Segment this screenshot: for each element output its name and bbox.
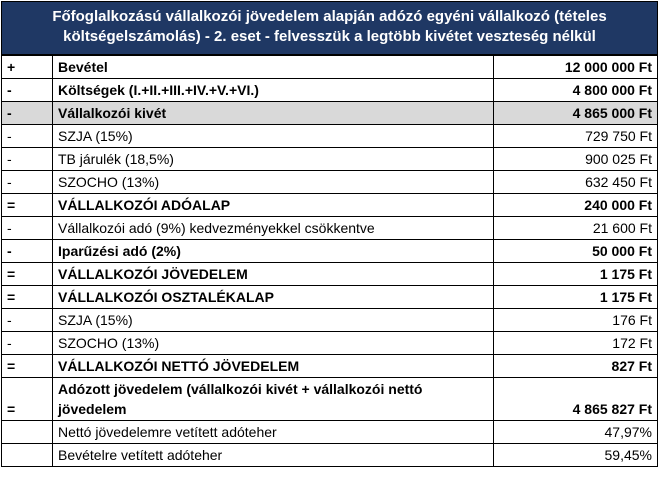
row-label: VÁLLALKOZÓI ADÓALAP	[53, 194, 494, 217]
table-row	[2, 355, 658, 378]
row-value: 176 Ft	[494, 309, 658, 332]
row-operator: =	[2, 194, 53, 217]
row-label: Vállalkozói kivét	[53, 102, 494, 125]
row-label: Iparűzési adó (2%)	[53, 240, 494, 263]
row-value: 4 800 000 Ft	[494, 79, 658, 102]
row-label: Nettó jövedelemre vetített adóteher	[53, 421, 494, 444]
table-row	[2, 263, 658, 286]
table-row	[2, 421, 658, 444]
row-operator: =	[2, 286, 53, 309]
row-label: VÁLLALKOZÓI NETTÓ JÖVEDELEM	[53, 355, 494, 378]
row-value: 240 000 Ft	[494, 194, 658, 217]
table-row	[2, 217, 658, 240]
row-operator	[2, 421, 53, 444]
table-row	[2, 79, 658, 102]
table-row	[2, 286, 658, 309]
row-operator: -	[2, 148, 53, 171]
row-operator: +	[2, 56, 53, 79]
table-row	[2, 171, 658, 194]
row-label: VÁLLALKOZÓI OSZTALÉKALAP	[53, 286, 494, 309]
table-row	[2, 194, 658, 217]
row-operator	[2, 444, 53, 467]
row-operator: -	[2, 79, 53, 102]
row-operator: -	[2, 125, 53, 148]
row-value: 632 450 Ft	[494, 171, 658, 194]
row-label: TB járulék (18,5%)	[53, 148, 494, 171]
row-value: 12 000 000 Ft	[494, 56, 658, 79]
table-row	[2, 102, 658, 125]
table-row	[2, 56, 658, 79]
table-row	[2, 125, 658, 148]
row-value: 1 175 Ft	[494, 263, 658, 286]
row-value: 827 Ft	[494, 355, 658, 378]
row-value: 172 Ft	[494, 332, 658, 355]
row-value: 4 865 827 Ft	[494, 378, 658, 421]
row-value: 21 600 Ft	[494, 217, 658, 240]
row-operator: -	[2, 240, 53, 263]
tax-table	[1, 55, 658, 467]
table-row	[2, 240, 658, 263]
table-row	[2, 332, 658, 355]
row-value: 50 000 Ft	[494, 240, 658, 263]
table-row	[2, 309, 658, 332]
row-label: Költségek (I.+II.+III.+IV.+V.+VI.)	[53, 79, 494, 102]
row-operator: -	[2, 309, 53, 332]
row-label: VÁLLALKOZÓI JÖVEDELEM	[53, 263, 494, 286]
row-operator: =	[2, 263, 53, 286]
row-operator: =	[2, 378, 53, 421]
row-value: 59,45%	[494, 444, 658, 467]
row-label: SZOCHO (13%)	[53, 171, 494, 194]
table-row	[2, 378, 658, 421]
tax-table-container	[1, 1, 658, 467]
row-label: Adózott jövedelem (vállalkozói kivét + vállalkozói nettó jövedelem	[53, 378, 494, 421]
table-title	[1, 1, 658, 55]
row-operator: -	[2, 332, 53, 355]
row-label: SZJA (15%)	[53, 125, 494, 148]
row-label: Bevétel	[53, 56, 494, 79]
row-operator: =	[2, 355, 53, 378]
row-label: SZOCHO (13%)	[53, 332, 494, 355]
row-operator: -	[2, 102, 53, 125]
table-row	[2, 148, 658, 171]
table-row	[2, 444, 658, 467]
row-value: 47,97%	[494, 421, 658, 444]
row-label: Vállalkozói adó (9%) kedvezményekkel csökkentve	[53, 217, 494, 240]
row-label: SZJA (15%)	[53, 309, 494, 332]
row-operator: -	[2, 217, 53, 240]
title-line-1: Főfoglalkozású vállalkozói jövedelem alapján adózó egyéni vállalkozó (tételes	[52, 8, 607, 25]
row-value: 900 025 Ft	[494, 148, 658, 171]
title-line-2: költségelszámolás) - 2. eset - felvesszük a legtöbb kivétet veszteség nélkül	[63, 28, 596, 45]
row-value: 1 175 Ft	[494, 286, 658, 309]
row-label: Bevételre vetített adóteher	[53, 444, 494, 467]
row-value: 4 865 000 Ft	[494, 102, 658, 125]
row-value: 729 750 Ft	[494, 125, 658, 148]
row-operator: -	[2, 171, 53, 194]
